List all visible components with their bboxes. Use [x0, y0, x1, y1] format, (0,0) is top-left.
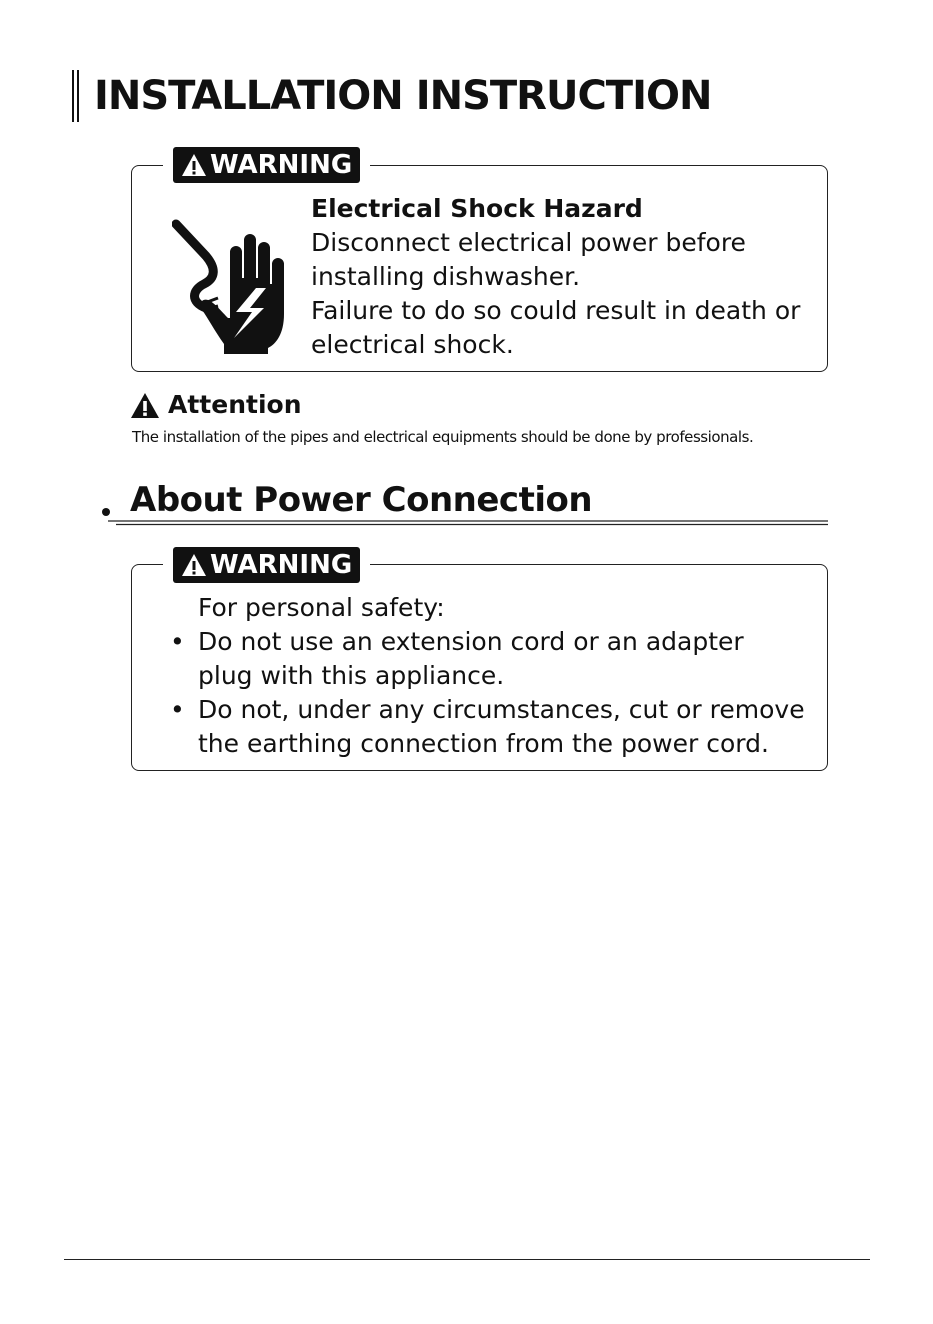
- attention-heading: [130, 388, 302, 422]
- warning-triangle-icon: [130, 392, 160, 419]
- hazard-line: Failure to do so could result in death or: [311, 296, 801, 325]
- hazard-heading: Electrical Shock Hazard: [311, 194, 643, 223]
- warning-tag: [173, 547, 360, 583]
- section-title: About Power Connection: [130, 480, 593, 520]
- safety-list: [170, 591, 805, 761]
- page-title: INSTALLATION INSTRUCTION: [94, 73, 712, 119]
- hazard-line: installing dishwasher.: [311, 262, 581, 291]
- list-item-cont: plug with this appliance.: [198, 661, 505, 690]
- hazard-line: Disconnect electrical power before: [311, 228, 746, 257]
- electric-shock-hand-icon: [172, 218, 284, 358]
- warning-tag-label: WARNING: [210, 550, 353, 580]
- warning-triangle-icon: [181, 553, 207, 577]
- warning-triangle-icon: [181, 153, 207, 177]
- attention-label: Attention: [168, 390, 302, 419]
- footer-rule: [64, 1259, 870, 1260]
- warning-tag: [173, 147, 360, 183]
- attention-note: The installation of the pipes and electrical equipments should be done by professionals.: [132, 428, 754, 446]
- section-underline: [108, 520, 828, 526]
- warning-tag-label: WARNING: [210, 150, 353, 180]
- title-bar-mark: [72, 70, 79, 122]
- list-item: • Do not, under any circumstances, cut or remove: [170, 693, 805, 727]
- hazard-line: electrical shock.: [311, 330, 514, 359]
- safety-intro: For personal safety:: [198, 593, 445, 622]
- section-bullet-dot: [102, 508, 110, 516]
- warning1-text: [311, 192, 800, 362]
- list-item-cont: the earthing connection from the power cord.: [198, 729, 769, 758]
- list-item: • Do not use an extension cord or an adapter: [170, 625, 805, 659]
